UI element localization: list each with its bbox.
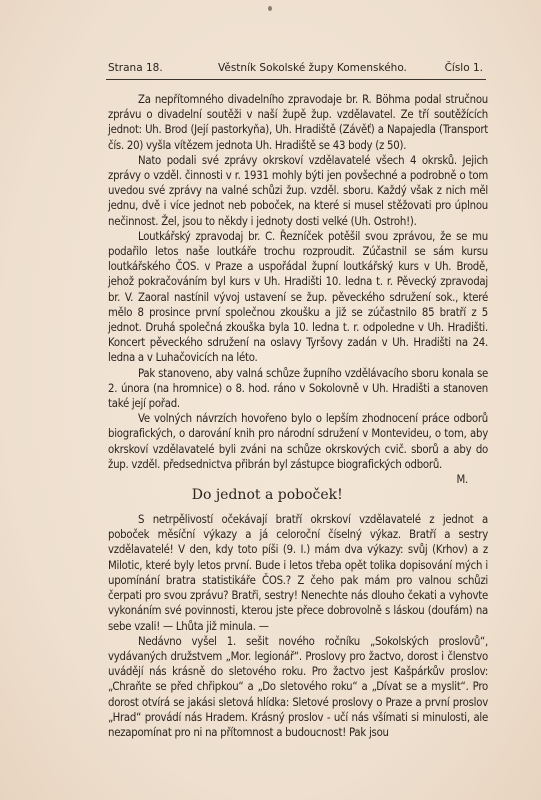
issue-number: Číslo 1. (444, 62, 483, 74)
section-title: Do jednot a poboček! (191, 487, 343, 504)
journal-title: Věstník Sokolské župy Komenského. (218, 62, 407, 74)
paragraph-with-signature (108, 411, 488, 487)
signature: M. (456, 473, 468, 487)
paragraph-text: Ve volných návrzích hovořeno bylo o lepším zhodnocení práce odborů biografických, o darování knih pro národní sdružení v Montevideu, o tom, aby okrskoví vzdělavatelé byli zváni na schůze okrskových cvič. sborů a aby do žup. vzděl. předsednictva přibrán byl zástupce biografických odborů. (108, 412, 488, 471)
paragraph: S netrpělivostí očekávají bratří okrskoví vzdělavatelé z jednot a poboček měsíční výkazy a já celoroční číselný výkaz. Bratří a sestry vzdělavatelé! V den, kdy toto píši (9. I.) mám dva výkazy: svůj (Krhov) a z Milotic, které byly letos první. Bude i letos třeba opět tolika dopisování mých i upomínání bratra statistikáře ČOS.? Z čeho pak mám pro valnou schůzi čerpati pro svou zprávu? Bratři, sestry! Nenechte nás dlouho čekati a vyhovte vykonáním své povinnosti, kterou jste přece dobrovolně s láskou (doufám) na sebe vzali! — Lhůta již minula. — (108, 513, 488, 633)
paragraph: Loutkářský zpravodaj br. C. Řezníček potěšil svou zprávou, že se mu podařilo letos naše loutkáře trochu rozproudit. Zúčastnil se sám kursu loutkářského ČOS. v Praze a uspořádal župní loutkářský kurs v Uh. Brodě, jehož pokračováním byl kurs v Uh. Hradišti 10. ledna t. r. Pěvecký zpravodaj br. V. Zaoral nastínil vývoj ustavení se žup. pěveckého sdružení sok., které mělo 8 prosince první společnou zkoušku a již se zúčastnilo 85 bratří z 5 jednot. Druhá společná zkouška byla 10. ledna t. r. odpoledne v Uh. Hradišti. Koncert pěveckého sdružení na oslavy Tyršovy zadán v Uh. Hradišti na 24. ledna a v Luhačovicích na léto. (108, 229, 488, 365)
paragraph: Nedávno vyšel 1. sešit nového ročníku „Sokolských proslovů“, vydávaných družstvem „Mor. legionář“. Proslovy pro žactvo, dorost i členstvo uvádějí nás krásně do sletového roku. Pro žactvo jest Kašpárkův proslov: „Chraňte se před chřipkou“ a „Do sletového roku“ a „Dívat se a myslit“. Pro dorost otvírá se jakási sletová hlídka: Sletové proslovy o Praze a první proslov „Hrad“ provádí nás Hradem. Krásný proslov - učí nás všímati si minulosti, ale nezapomínat pro ni na přítomnost a budoucnost! Pak jsou (108, 634, 488, 739)
paragraph: Za nepřítomného divadelního zpravodaje br. R. Böhma podal stručnou zprávu o divadelní soutěži v naší župě žup. vzdělavatel. Ze tří soutěžících jednot: Uh. Brod (Její pastorkyňa), Uh. Hradiště (Závěť) a Napajedla (Transport čís. 20) vyšla vítězem jednota Uh. Hradiště se 43 body (z 50). (108, 93, 488, 152)
paragraph: Pak stanoveno, aby valná schůze župního vzdělávacího sboru konala se 2. února (na hromnice) o 8. hod. ráno v Sokolovně v Uh. Hradišti a stanoven také její pořad. (108, 366, 488, 411)
header-rule (106, 79, 486, 80)
article-body (108, 92, 488, 740)
page-header (108, 60, 483, 76)
paragraph: Nato podali své zprávy okrskoví vzdělavatelé všech 4 okrsků. Jejich zprávy o vzděl. činnosti v r. 1931 mohly býti jen povšechné a podrobně o tom uvedou své zprávy na valné schůzi žup. vzděl. sboru. Každý však z nich měl jednu, dvě i více jednot neb poboček, na které si musel stěžovati pro úplnou nečinnost. Žel, jsou to někdy i jednoty dosti velké (Uh. Ostroh!). (108, 153, 488, 228)
page-number: Strana 18. (108, 62, 163, 74)
page-mark (268, 6, 272, 11)
